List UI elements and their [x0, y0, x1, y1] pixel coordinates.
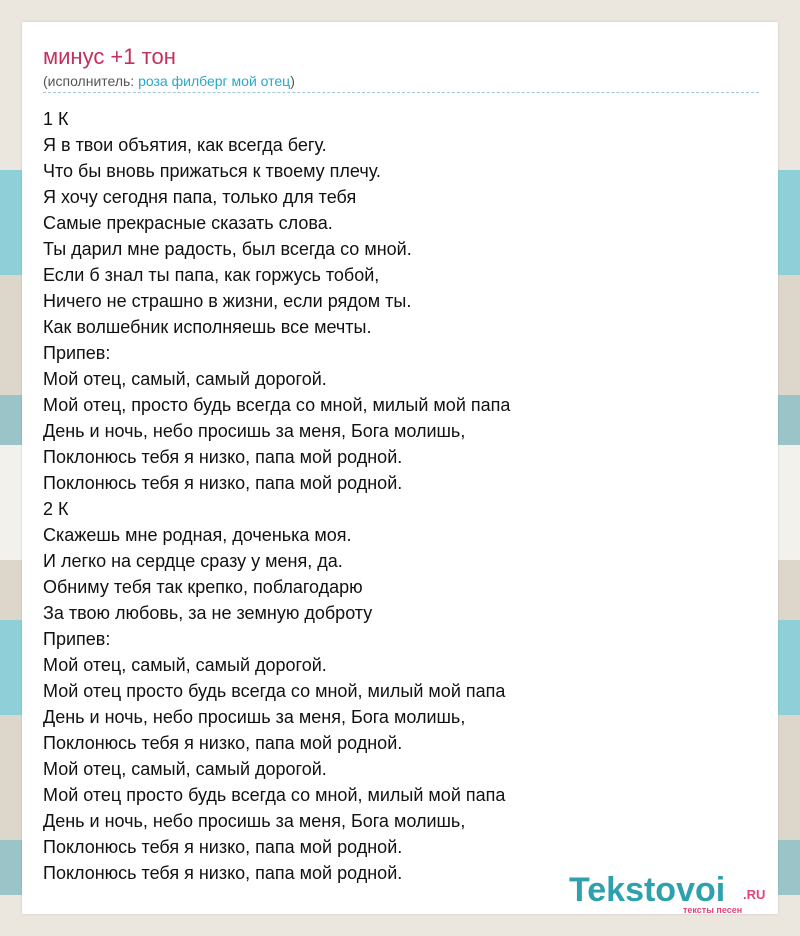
lyric-line: Поклонюсь тебя я низко, папа мой родной. — [43, 733, 403, 753]
lyric-line: Мой отец просто будь всегда со мной, милый мой папа — [43, 785, 506, 805]
lyric-line: Скажешь мне родная, доченька моя. — [43, 525, 352, 545]
logo-name: Tekstovoi — [569, 871, 726, 909]
lyric-line: Припев: — [43, 343, 111, 363]
lyric-line: Поклонюсь тебя я низко, папа мой родной. — [43, 863, 403, 883]
lyric-line: Припев: — [43, 629, 111, 649]
lyric-line: 2 К — [43, 499, 69, 519]
lyric-line: Я в твои объятия, как всегда бегу. — [43, 135, 327, 155]
lyric-line: Поклонюсь тебя я низко, папа мой родной. — [43, 447, 403, 467]
song-title: минус +1 тон — [43, 44, 176, 69]
lyric-line: Что бы вновь прижаться к твоему плечу. — [43, 161, 381, 181]
lyric-line: Обниму тебя так крепко, поблагодарю — [43, 577, 363, 597]
lyric-line: Как волшебник исполняешь все мечты. — [43, 317, 372, 337]
lyric-line: Я хочу сегодня папа, только для тебя — [43, 187, 357, 207]
lyric-line: День и ночь, небо просишь за меня, Бога молишь, — [43, 811, 466, 831]
lyric-line: День и ночь, небо просишь за меня, Бога молишь, — [43, 707, 466, 727]
site-logo[interactable] — [569, 870, 779, 914]
lyric-line: И легко на сердце сразу у меня, да. — [43, 551, 343, 571]
artist-byline — [43, 73, 295, 89]
lyric-line: Ты дарил мне радость, был всегда со мной. — [43, 239, 412, 259]
lyric-line: Поклонюсь тебя я низко, папа мой родной. — [43, 837, 403, 857]
logo-tagline: тексты песен — [683, 905, 743, 915]
lyric-line: Мой отец, самый, самый дорогой. — [43, 369, 327, 389]
lyric-line: Мой отец, самый, самый дорогой. — [43, 759, 327, 779]
lyric-line: Если б знал ты папа, как горжусь тобой, — [43, 265, 380, 285]
lyric-line: 1 К — [43, 109, 69, 129]
lyrics-card — [22, 22, 778, 914]
lyric-line: Мой отец, самый, самый дорогой. — [43, 655, 327, 675]
header-divider — [43, 92, 759, 93]
artist-link[interactable]: роза филберг мой отец — [138, 73, 291, 89]
lyric-line: Мой отец просто будь всегда со мной, милый мой папа — [43, 681, 506, 701]
lyric-line: Поклонюсь тебя я низко, папа мой родной. — [43, 473, 403, 493]
byline-suffix: ) — [290, 73, 295, 89]
lyric-line: Ничего не страшно в жизни, если рядом ты. — [43, 291, 412, 311]
byline-prefix: (исполнитель: — [43, 73, 139, 89]
lyric-line: Самые прекрасные сказать слова. — [43, 213, 333, 233]
lyric-line: День и ночь, небо просишь за меня, Бога молишь, — [43, 421, 466, 441]
lyrics-list — [43, 106, 510, 886]
logo-tld: .RU — [743, 887, 766, 902]
lyric-line: За твою любовь, за не земную доброту — [43, 603, 373, 623]
lyric-line: Мой отец, просто будь всегда со мной, милый мой папа — [43, 395, 511, 415]
